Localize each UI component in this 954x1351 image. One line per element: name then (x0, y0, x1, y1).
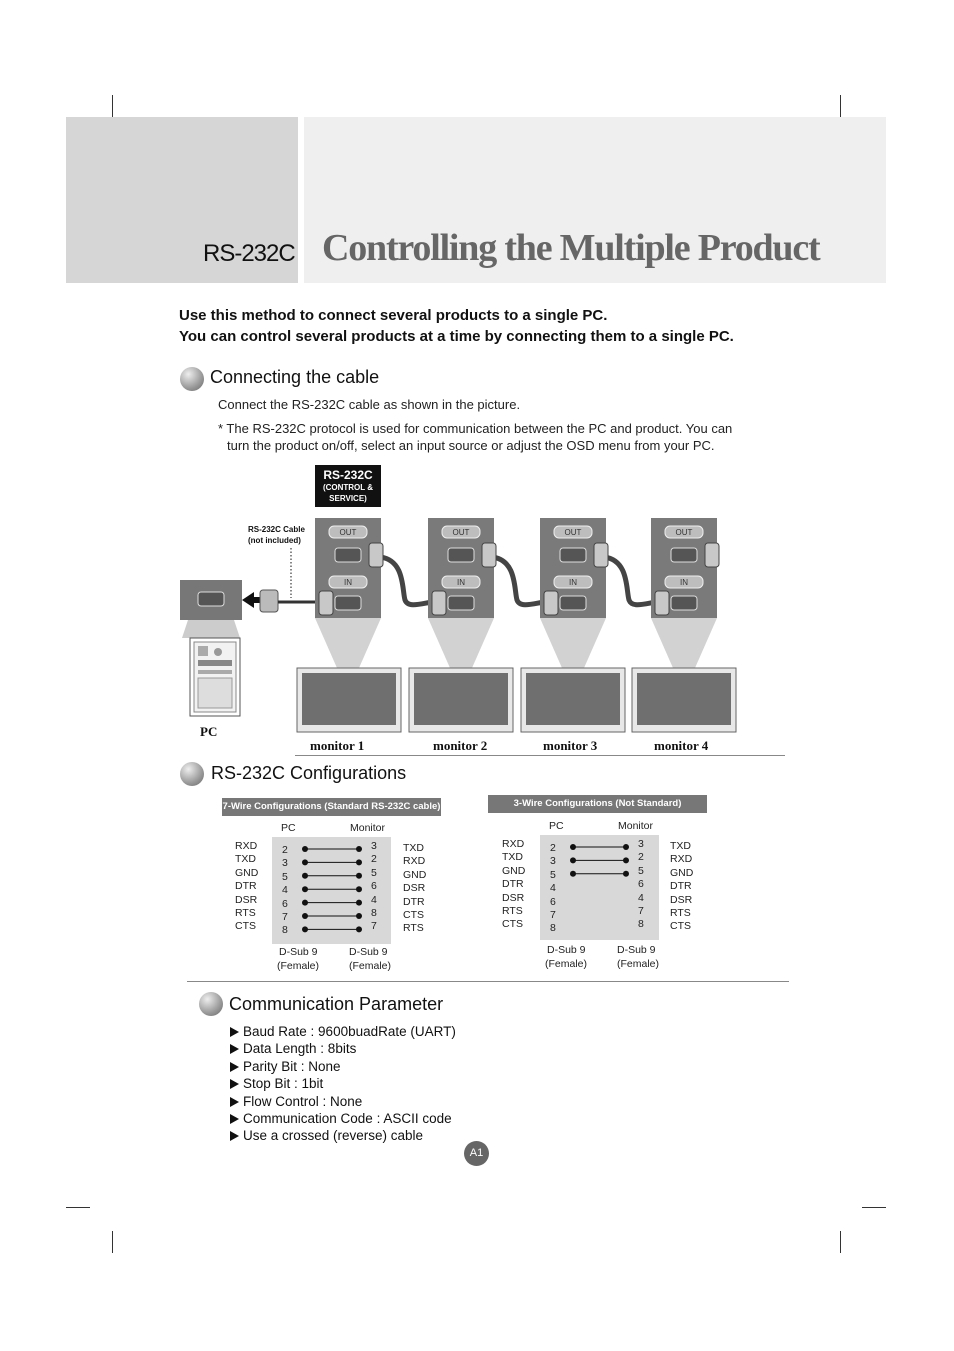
three-wire-right-foot-1: D-Sub 9 (617, 944, 656, 956)
in-label: IN (344, 578, 352, 587)
page-title: Controlling the Multiple Product (322, 227, 820, 269)
section-bullet-icon (180, 367, 204, 391)
monitor-2-rear-panel (428, 518, 496, 668)
signal-label: RTS (502, 905, 523, 918)
crop-mark (840, 95, 841, 117)
pin-number: 4 (638, 891, 644, 904)
out-label: OUT (339, 528, 357, 537)
signal-label: RTS (235, 907, 256, 920)
signal-label: DSR (670, 893, 693, 906)
parameter-text: Communication Code : ASCII code (243, 1111, 452, 1126)
out-label: OUT (452, 528, 470, 537)
parameter-text: Flow Control : None (243, 1093, 363, 1109)
pin-number: 6 (638, 878, 644, 891)
heading-communication-parameter: Communication Parameter (229, 994, 444, 1014)
signal-label: DSR (502, 891, 525, 904)
pin-number: 7 (638, 905, 644, 918)
parameter-text: Parity Bit : None (243, 1058, 341, 1074)
seven-wire-monitor-col: Monitor (350, 822, 386, 834)
pin-number: 4 (371, 893, 377, 906)
signal-label: RTS (403, 922, 424, 935)
signal-label: DTR (235, 880, 257, 893)
seven-wire-right-signals (403, 842, 426, 936)
parameter-text: Baud Rate : 9600buadRate (UART) (243, 1024, 456, 1039)
monitor-2-label: monitor 2 (433, 738, 488, 753)
pin-number: 5 (550, 868, 556, 881)
seven-wire-right-foot-2: (Female) (349, 960, 392, 972)
signal-label: CTS (403, 909, 424, 922)
seven-wire-left-foot-1: D-Sub 9 (279, 946, 318, 958)
pc-label: PC (200, 724, 218, 739)
three-wire-connections (540, 835, 659, 940)
out-label: OUT (564, 528, 582, 537)
wire-connection (302, 859, 362, 865)
protocol-note-line-2: turn the product on/off, select an input source or adjust the OSD menu from your PC. (227, 438, 715, 453)
wire-connection (302, 873, 362, 879)
pin-number: 3 (638, 838, 644, 850)
cable-label-2: (not included) (248, 536, 301, 545)
triangle-bullet-icon (230, 1114, 239, 1124)
monitor-4-rear-panel (651, 518, 719, 668)
signal-label: RXD (235, 840, 258, 852)
three-wire-title: 3-Wire Configurations (Not Standard) (488, 795, 707, 813)
pin-number: 6 (371, 880, 377, 893)
signal-label: GND (235, 866, 259, 879)
three-wire-right-signals (670, 840, 693, 934)
monitor-1-screen (297, 668, 401, 732)
wire-connection (302, 900, 362, 906)
signal-label: RXD (670, 853, 693, 866)
pin-number: 4 (282, 884, 288, 897)
cable-label-1: RS-232C Cable (248, 525, 305, 534)
in-label: IN (680, 578, 688, 587)
three-wire-right-foot-2: (Female) (617, 958, 660, 970)
pin-number: 7 (282, 911, 288, 924)
signal-label: CTS (502, 918, 523, 931)
parameter-item (230, 1076, 323, 1091)
signal-label: DTR (403, 895, 425, 908)
section-divider (295, 755, 785, 756)
pin-number: 6 (282, 897, 288, 910)
pin-number: 3 (371, 840, 377, 852)
pin-number: 7 (371, 920, 377, 933)
signal-label: RXD (502, 838, 525, 850)
parameter-text: Stop Bit : 1bit (243, 1076, 324, 1092)
pin-number: 4 (550, 882, 556, 895)
heading-rs232c-configurations: RS-232C Configurations (211, 763, 407, 783)
three-wire-pc-col: PC (549, 820, 564, 832)
pin-number: 5 (638, 864, 644, 877)
monitor-1-label: monitor 1 (310, 738, 365, 753)
connect-instruction: Connect the RS-232C cable as shown in the picture. (218, 397, 521, 412)
intro-line-2: You can control several products at a time by connecting them to a single PC. (179, 328, 734, 345)
signal-label: TXD (670, 840, 691, 852)
parameter-item (230, 1128, 423, 1143)
pin-number: 8 (371, 907, 377, 920)
pin-number: 5 (282, 870, 288, 883)
pin-number: 5 (371, 866, 377, 879)
wire-connection (570, 857, 629, 863)
crop-mark (862, 1207, 886, 1208)
parameter-item (230, 1059, 341, 1074)
pin-number: 7 (550, 909, 556, 922)
pin-number: 3 (282, 857, 288, 870)
signal-label: DSR (235, 893, 258, 906)
parameter-item (230, 1094, 362, 1109)
seven-wire-title: 7-Wire Configurations (Standard RS-232C cable) (222, 798, 441, 816)
monitor-3-rear-panel (540, 518, 608, 668)
triangle-bullet-icon (230, 1044, 239, 1054)
three-wire-left-foot-1: D-Sub 9 (547, 944, 586, 956)
pin-number: 2 (282, 844, 288, 856)
signal-label: DTR (670, 880, 692, 893)
pin-number: 2 (638, 851, 644, 864)
signal-label: DSR (403, 882, 426, 895)
heading-connecting-cable: Connecting the cable (210, 367, 380, 387)
in-label: IN (457, 578, 465, 587)
triangle-bullet-icon (230, 1097, 239, 1107)
crop-mark (112, 95, 113, 117)
seven-wire-right-foot-1: D-Sub 9 (349, 946, 388, 958)
seven-wire-pc-col: PC (281, 822, 296, 834)
crop-mark (112, 1231, 113, 1253)
crop-mark (66, 1207, 90, 1208)
triangle-bullet-icon (230, 1079, 239, 1089)
signal-label: DTR (502, 878, 524, 891)
triangle-bullet-icon (230, 1131, 239, 1141)
page-number: A1 (464, 1141, 489, 1166)
seven-wire-left-signals (235, 840, 258, 934)
rs232c-port-sub-2: SERVICE) (329, 494, 367, 503)
pin-number: 8 (282, 924, 288, 937)
signal-label: GND (403, 868, 427, 881)
rs232c-port-sub-1: (CONTROL & (322, 483, 374, 492)
section-divider (187, 981, 789, 982)
signal-label: TXD (502, 851, 523, 864)
triangle-bullet-icon (230, 1062, 239, 1072)
signal-label: RXD (403, 855, 426, 868)
wire-connection (302, 846, 362, 852)
monitor-1-rear-panel (315, 518, 383, 668)
signal-label: CTS (670, 920, 691, 933)
out-label: OUT (675, 528, 693, 537)
pin-number: 8 (638, 918, 644, 931)
three-wire-left-signals (502, 838, 525, 932)
signal-label: TXD (403, 842, 424, 854)
signal-label: CTS (235, 920, 256, 933)
signal-label: GND (502, 864, 526, 877)
parameter-text: Use a crossed (reverse) cable (243, 1128, 424, 1144)
monitor-4-screen (632, 668, 736, 732)
monitor-3-screen (521, 668, 625, 732)
wire-connection (570, 844, 629, 850)
three-wire-monitor-col: Monitor (618, 820, 654, 832)
rs232c-port-label: RS-232C (323, 468, 373, 482)
three-wire-left-foot-2: (Female) (545, 958, 588, 970)
wire-connection (302, 926, 362, 932)
parameter-text: Data Length : 8bits (243, 1041, 357, 1057)
monitor-3-label: monitor 3 (543, 738, 598, 753)
pin-number: 2 (371, 853, 377, 866)
protocol-note-line-1: * The RS-232C protocol is used for communication between the PC and product. You can (218, 421, 733, 436)
section-bullet-icon (199, 992, 223, 1016)
section-bullet-icon (180, 762, 204, 786)
intro-line-1: Use this method to connect several products to a single PC. (179, 307, 608, 324)
monitor-2-screen (409, 668, 513, 732)
seven-wire-left-foot-2: (Female) (277, 960, 320, 972)
wire-connection (302, 913, 362, 919)
pin-number: 2 (550, 842, 556, 854)
parameter-item (230, 1041, 356, 1056)
crop-mark (840, 1231, 841, 1253)
signal-label: TXD (235, 853, 256, 866)
parameter-item (230, 1111, 452, 1126)
pin-number: 6 (550, 895, 556, 908)
section-label: RS-232C (203, 240, 295, 267)
monitor-panels (170, 460, 790, 760)
signal-label: RTS (670, 907, 691, 920)
seven-wire-connections (272, 837, 391, 944)
monitor-4-label: monitor 4 (654, 738, 709, 753)
parameter-item (230, 1024, 456, 1039)
wire-connection (570, 871, 629, 877)
triangle-bullet-icon (230, 1027, 239, 1037)
wire-connection (302, 886, 362, 892)
in-label: IN (569, 578, 577, 587)
pin-number: 8 (550, 922, 556, 935)
pin-number: 3 (550, 855, 556, 868)
signal-label: GND (670, 866, 694, 879)
